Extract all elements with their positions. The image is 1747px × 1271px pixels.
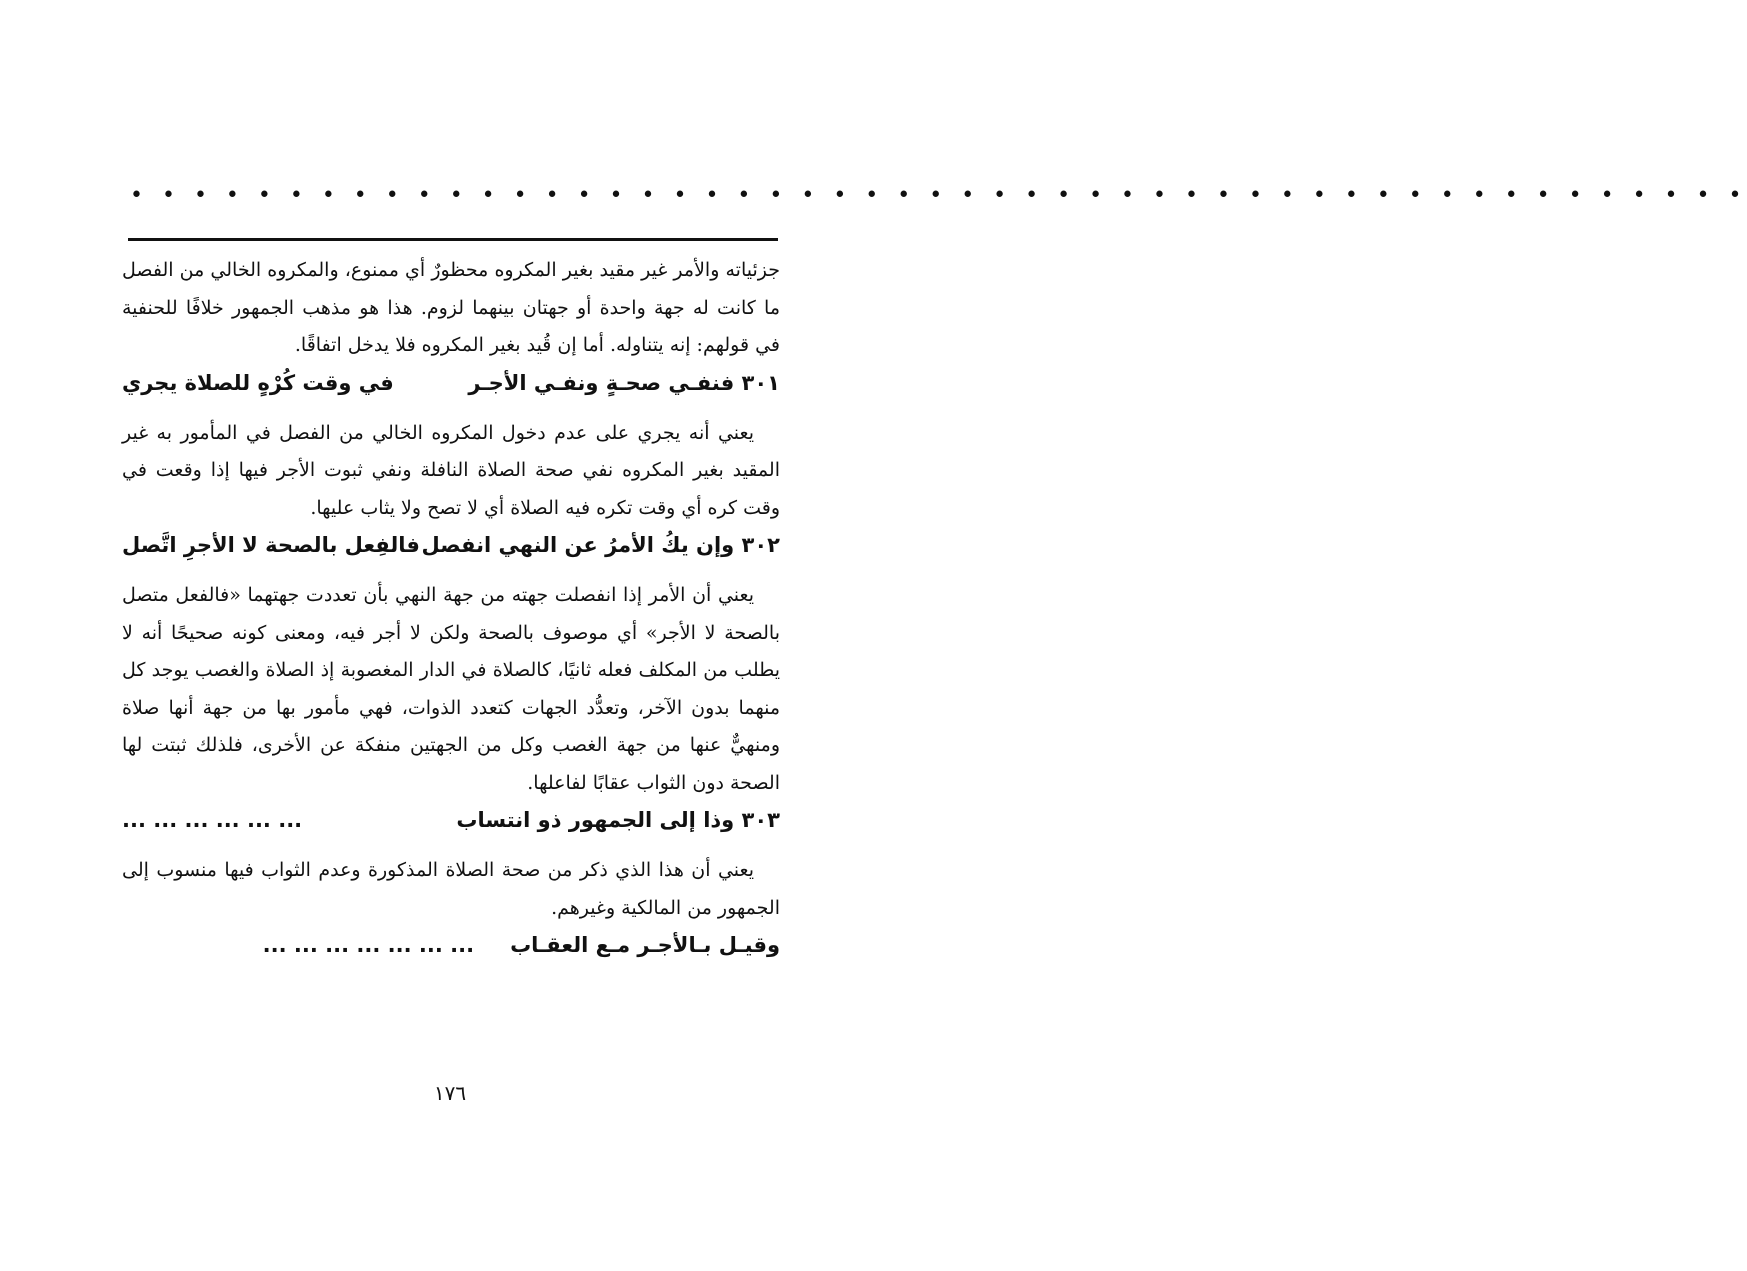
verse-number: ٣٠٢ وإن يكُ الأمرُ عن النهي انفصل	[421, 533, 780, 557]
paragraph-intro: جزئياته والأمر غير مقيد بغير المكروه محظورٌ أي ممنوع، والمكروه الخالي من الفصل ما كانت له جهة واحدة أو جهتان بينهما لزوم. هذا هو مذهب الجمهور خلافًا للحنفية في قولهم: إنه يتناوله. أما إن قُيد بغير المكروه فلا يدخل اتفاقًا.	[122, 259, 780, 356]
verse-second-hemistich: فالفِعل بالصحة لا الأجرِ اتَّصل	[122, 533, 420, 557]
horizontal-rule	[128, 238, 778, 241]
verse-ellipsis: ... ... ... ... ... ... ...	[262, 933, 475, 957]
dotted-separator: • • • • • • • • • • • • • • • • • • • • • • • • • • • • • • • • • • • • • • • • • • • • • • • • • • •	[130, 183, 1747, 208]
paragraph-commentary-303: يعني أن هذا الذي ذكر من صحة الصلاة المذكورة وعدم الثواب فيها منسوب إلى الجمهور من المالكية وغيرهم.	[122, 859, 780, 919]
page-content	[122, 252, 780, 963]
verse-number: ٣٠١ فنفـي صحـةٍ ونفـي الأجـر	[468, 370, 780, 395]
verse-first-hemistich: وقيـل بـالأجـر مـع العقـاب	[510, 933, 780, 957]
verse-second-hemistich: في وقت كُرْهٍ للصلاة يجري	[122, 370, 394, 395]
verse-301	[122, 365, 780, 401]
verse-303	[122, 802, 780, 838]
verse-304	[122, 927, 780, 963]
verse-302	[122, 527, 780, 563]
page-number: ١٧٦	[433, 1081, 467, 1105]
paragraph-commentary-301: يعني أنه يجري على عدم دخول المكروه الخالي من الفصل في المأمور به غير المقيد بغير المكروه نفي صحة الصلاة النافلة ونفي ثبوت الأجر فيها إذا وقعت في وقت كره أي وقت تكره فيه الصلاة أي لا تصح ولا يثاب عليها.	[122, 421, 780, 519]
verse-number: ٣٠٣ وذا إلى الجمهور ذو انتساب	[456, 808, 780, 832]
verse-second-hemistich: ... ... ... ... ... ...	[122, 808, 303, 832]
paragraph-commentary-302: يعني أن الأمر إذا انفصلت جهته من جهة النهي بأن تعددت جهتهما «فالفعل متصل بالصحة لا الأجر» أي موصوف بالصحة ولكن لا أجر فيه، ومعنى كونه صحيحًا أنه لا يطلب من المكلف فعله ثانيًا، كالصلاة في الدار المغصوبة إذ الصلاة والغصب يوجد كل منهما بدون الآخر، وتعدُّد الجهات كتعدد الذوات، فهي مأمور بها من جهة أنها صلاة ومنهيٌّ عنها من جهة الغصب وكل من الجهتين منفكة عن الأخرى، فلذلك ثبتت لها الصحة دون الثواب عقابًا لفاعلها.	[122, 584, 780, 794]
